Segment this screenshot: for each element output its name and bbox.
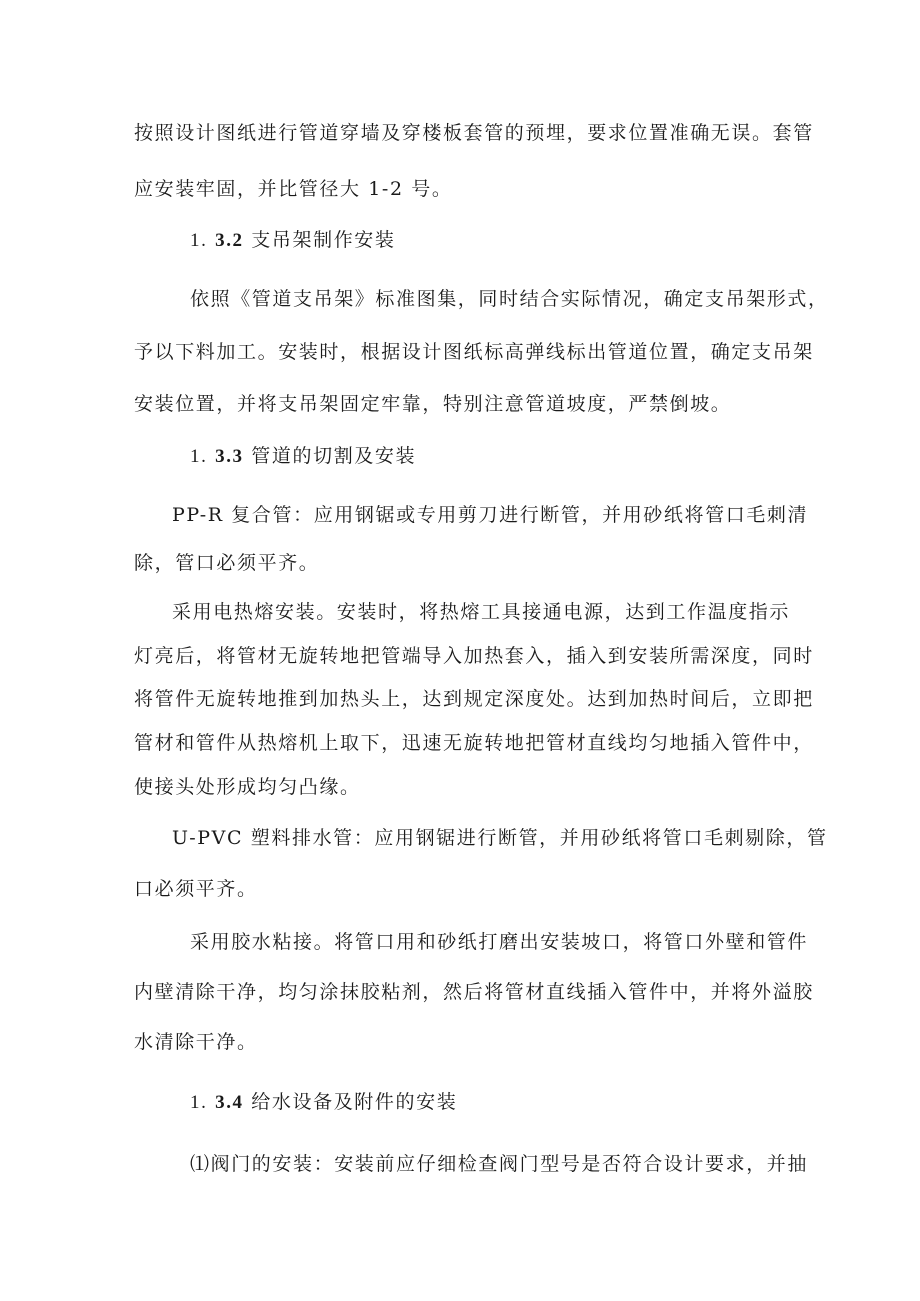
paragraph-line: 安装位置，并将支吊架固定牢靠，特别注意管道坡度，严禁倒坡。 xyxy=(134,393,732,415)
paragraph-line: 将管件无旋转地推到加热头上，达到规定深度处。达到加热时间后，立即把 xyxy=(134,688,814,710)
paragraph-line: 采用胶水粘接。将管口用和砂纸打磨出安装坡口，将管口外壁和管件 xyxy=(190,931,809,953)
paragraph-line: PP-R 复合管：应用钢锯或专用剪刀进行断管，并用砂纸将管口毛刺清 xyxy=(172,504,809,526)
heading-prefix: 1. xyxy=(190,1092,208,1113)
paragraph-line: 予以下料加工。安装时，根据设计图纸标高弹线标出管道位置，确定支吊架 xyxy=(134,341,814,363)
heading-title: 管道的切割及安装 xyxy=(251,445,417,467)
heading-number: 3.4 xyxy=(215,1092,244,1113)
heading-title: 给水设备及附件的安装 xyxy=(251,1091,458,1113)
paragraph-line: 除，管口必须平齐。 xyxy=(134,552,320,574)
paragraph-line: 按照设计图纸进行管道穿墙及穿楼板套管的预埋，要求位置准确无误。套管 xyxy=(134,122,814,144)
paragraph-line: 采用电热熔安装。安装时，将热熔工具接通电源，达到工作温度指示 xyxy=(172,601,791,623)
paragraph-line: 灯亮后，将管材无旋转地把管端导入加热套入，插入到安装所需深度，同时 xyxy=(134,645,814,667)
paragraph-line: 依照《管道支吊架》标准图集，同时结合实际情况，确定支吊架形式， xyxy=(190,288,829,310)
paragraph-line: ⑴阀门的安装：安装前应仔细检查阀门型号是否符合设计要求，并抽 xyxy=(190,1153,809,1175)
heading-number: 3.3 xyxy=(215,446,244,467)
paragraph-line: U-PVC 塑料排水管：应用钢锯进行断管，并用砂纸将管口毛刺剔除，管 xyxy=(172,827,828,849)
paragraph-line: 管材和管件从热熔机上取下，迅速无旋转地把管材直线均匀地插入管件中， xyxy=(134,732,814,754)
heading-prefix: 1. xyxy=(190,446,208,467)
paragraph-line: 内壁清除干净，均匀涂抹胶粘剂，然后将管材直线插入管件中，并将外溢胶 xyxy=(134,981,814,1003)
section-heading-1-3-3 xyxy=(190,444,416,469)
heading-title: 支吊架制作安装 xyxy=(251,229,396,251)
section-heading-1-3-2 xyxy=(190,228,396,253)
paragraph-line: 口必须平齐。 xyxy=(134,878,258,900)
paragraph-line: 使接头处形成均匀凸缘。 xyxy=(134,776,361,798)
paragraph-line: 应安装牢固，并比管径大 1-2 号。 xyxy=(134,178,453,200)
heading-number: 3.2 xyxy=(215,230,244,251)
paragraph-line: 水清除干净。 xyxy=(134,1031,258,1053)
heading-prefix: 1. xyxy=(190,230,208,251)
section-heading-1-3-4 xyxy=(190,1090,457,1115)
